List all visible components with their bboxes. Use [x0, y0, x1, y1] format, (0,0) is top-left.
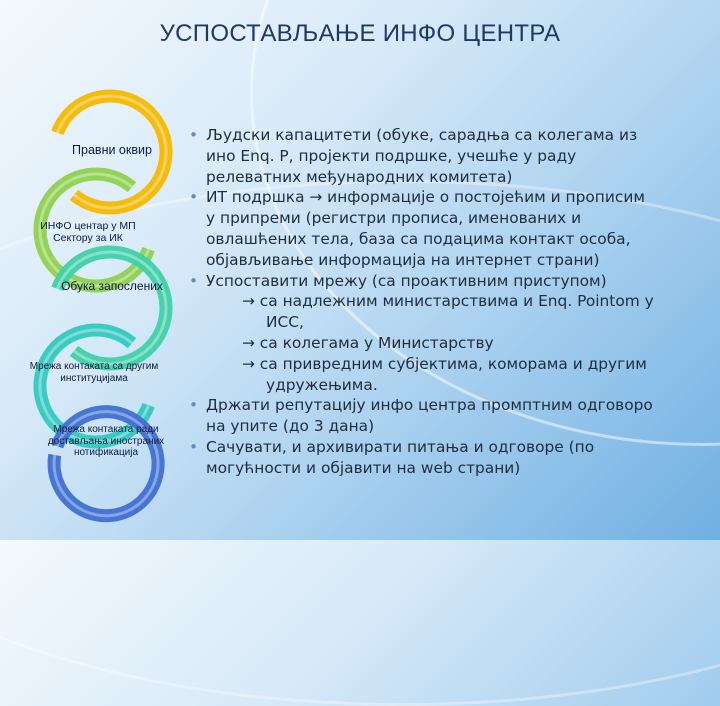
bullet-line: [196, 208, 720, 229]
bullet-line: [196, 458, 720, 479]
bullet-text: објављивање информација на интернет страни): [206, 250, 600, 269]
bullet-line: [196, 250, 720, 271]
bullet-item: [189, 395, 720, 416]
bullet-line: [196, 416, 720, 437]
bullet-line: [196, 312, 720, 333]
bullet-item: [189, 187, 720, 208]
bullet-text: Људски капацитети (обуке, сарадња са колегама из: [206, 126, 638, 144]
bullet-line: [196, 146, 720, 167]
bullet-line: [196, 375, 720, 396]
bullet-text: могућности и објавити на web страни): [206, 458, 521, 477]
bullet-marker: •: [189, 188, 199, 207]
process-step-label: ИНФО центар у МП Сектору за ИК: [40, 220, 136, 245]
bullet-text: Држати репутацију инфо центра промптним одговоро: [206, 396, 653, 415]
bullet-text: у припреми (регистри прописа, именованих и: [206, 209, 582, 228]
bullet-marker: •: [189, 126, 199, 144]
process-step-label: Мрежа контаката ради достављања иностраних нотификација: [47, 424, 165, 458]
bullet-text: овлашћених тела, база са подацима контакт особа,: [206, 229, 631, 248]
bullet-text: → са колегама у Министарству: [242, 333, 494, 352]
bullet-line: [196, 333, 720, 354]
process-step-label: Правни оквир: [72, 143, 152, 157]
slide-title: УСПОСТАВЉАЊЕ ИНФО ЦЕНТРА: [159, 20, 561, 47]
bullet-marker: •: [189, 271, 199, 290]
bullet-line: [196, 167, 720, 188]
bullet-text: → са привредним субјектима, коморама и другим: [242, 354, 647, 373]
bullet-item: [189, 271, 720, 292]
bullet-text: → са надлежним министарствима и Enq. Pointom у: [242, 292, 654, 311]
bullet-line: [196, 291, 720, 312]
process-step-label: Обука запослених: [61, 279, 163, 293]
bullet-text: Сачувати, и архивирати питања и одговоре (по: [206, 437, 595, 456]
bullet-text: ино Enq. P, пројекти подршке, учешће у раду: [206, 146, 577, 165]
bullet-text: удружењима.: [266, 375, 378, 394]
bullet-text: ИСС,: [266, 313, 304, 332]
process-step-label: Мрежа контаката са другим институцијама: [29, 361, 159, 384]
bullet-line: [196, 354, 720, 375]
bullet-text: Успоставити мрежу (са проактивним приступом): [206, 271, 607, 290]
bullet-text: релеватних међународних комитета): [206, 167, 513, 186]
bullet-item: [189, 125, 720, 146]
bullet-list: [189, 125, 720, 479]
bullet-text: ИТ подршка → информације о постојећим и прописим: [206, 188, 645, 207]
bullet-line: [196, 229, 720, 250]
bullet-marker: •: [189, 396, 199, 415]
bullet-marker: •: [189, 437, 199, 456]
bullet-item: [189, 437, 720, 458]
bullet-text: на упите (до 3 дана): [206, 417, 375, 436]
